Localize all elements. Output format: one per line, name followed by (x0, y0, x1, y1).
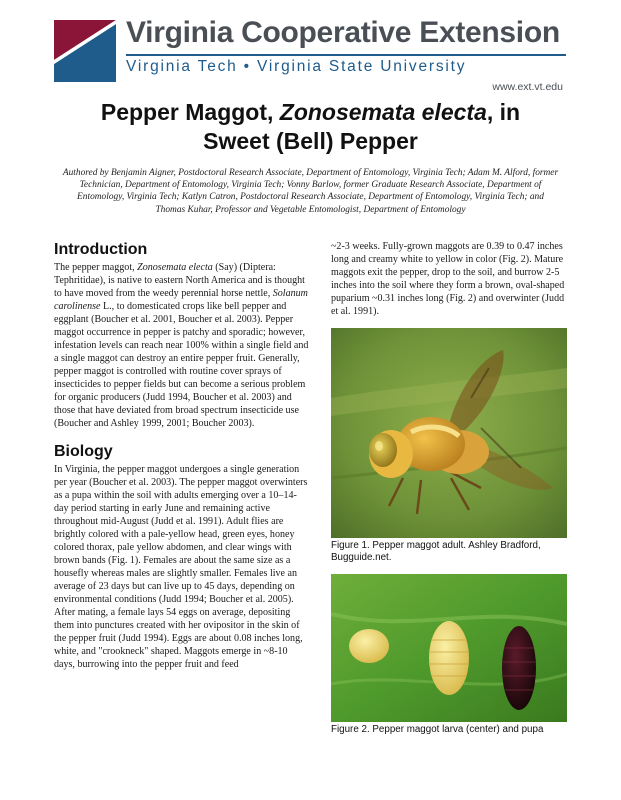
title-line-2: Sweet (Bell) Pepper (203, 128, 418, 154)
page-header (54, 16, 569, 93)
page-title (40, 98, 581, 156)
authors-block: Authored by Benjamin Aigner, Postdoctoral Research Associate, Department of Entomology, Virginia Tech; Adam M. Alford, former Technician, Department of Entomology, Virginia Tech; Vonny Barlow, former Graduate Research Associate, Department of Entomology, Virginia Tech; Katlyn Catron, Postdoctoral Research Associate, Department of Entomology, Virginia Tech; and Thomas Kuhar, Professor and Vegetable Entomologist, Department of Entomology (62, 168, 559, 215)
figure-1-adult-fly-photo (331, 328, 567, 538)
title-species: Zonosemata electa (279, 99, 487, 125)
introduction-heading: Introduction (54, 241, 148, 258)
introduction-paragraph: The pepper maggot, Zonosemata electa (Say) (Diptera: Tephritidae), is native to eastern North America and is thought to have moved from the weedy perennial horse nettle, Solanum carolinense L., to domesticated crops like bell pepper and eggplant (Boucher et al. 2001, Boucher et al. 2003). Pepper maggot occurrence in pepper is patchy and sporadic; however, infestation levels can reach near 100% within a single field and a single maggot can destroy an entire pepper fruit. Generally, pepper maggot is controlled with routine cover sprays of insecticides to pepper fields but can become a serious problem for organic producers (Judd 1994, Boucher et al. 2003) and those that have deviated from broad spectrum insecticide use (Boucher and Ashley 1999, 2001; Boucher 2003). (54, 262, 309, 429)
title-suffix: , in (486, 99, 521, 125)
right-column (331, 240, 571, 318)
header-rule (126, 54, 566, 56)
biology-heading: Biology (54, 443, 113, 460)
biology-paragraph-continued: ~2-3 weeks. Fully-grown maggots are 0.39 to 0.47 inches long and creamy white to yellow in color (Fig. 2). Mature maggots exit the pepper, drop to the soil, and burrow 2-5 inches into the soil where they form a brown, oval-shaped puparium ~0.31 inches long (Fig. 2) and overwinter (Judd et al. 1991). (331, 241, 565, 317)
extension-logo-icon (54, 20, 116, 82)
org-name: Virginia Cooperative Extension (126, 16, 560, 49)
website-link[interactable]: www.ext.vt.edu (492, 81, 563, 93)
left-column (54, 240, 310, 671)
title-prefix: Pepper Maggot, (100, 99, 280, 125)
universities-line: Virginia Tech • Virginia State University (126, 58, 467, 75)
figure-1-caption: Figure 1. Pepper maggot adult. Ashley Bradford, Bugguide.net. (331, 540, 541, 563)
biology-paragraph: In Virginia, the pepper maggot undergoes a single generation per year (Boucher et al. 2003). The pepper maggot overwinters as a pupa within the soil with adults emerging over a 10–14-day period starting in early June and remaining active throughout mid-August (Judd et al. 1991). Adult flies are brightly colored with a pale-yellow head, green eyes, honey colored thorax, pale yellow abdomen, and clear wings with brown bands (Fig. 1). Females are about the same size as a housefly whereas males are slightly smaller. Females live an average of 23 days but can live up to 45 days, depending on environmental conditions (Judd 1994; Boucher et al. 2005). After mating, a female lays 54 eggs on average, depositing them into punctures created with her ovipositor in the skin of the pepper fruit (Judd 1994). Eggs are about 0.08 inches long, white, and "crookneck" shaped. Maggots emerge in ~8-10 days, burrowing into the pepper fruit and feed (54, 464, 308, 670)
figure-2-larva-pupa-photo (331, 574, 567, 722)
figure-2-caption: Figure 2. Pepper maggot larva (center) and pupa (331, 724, 544, 735)
